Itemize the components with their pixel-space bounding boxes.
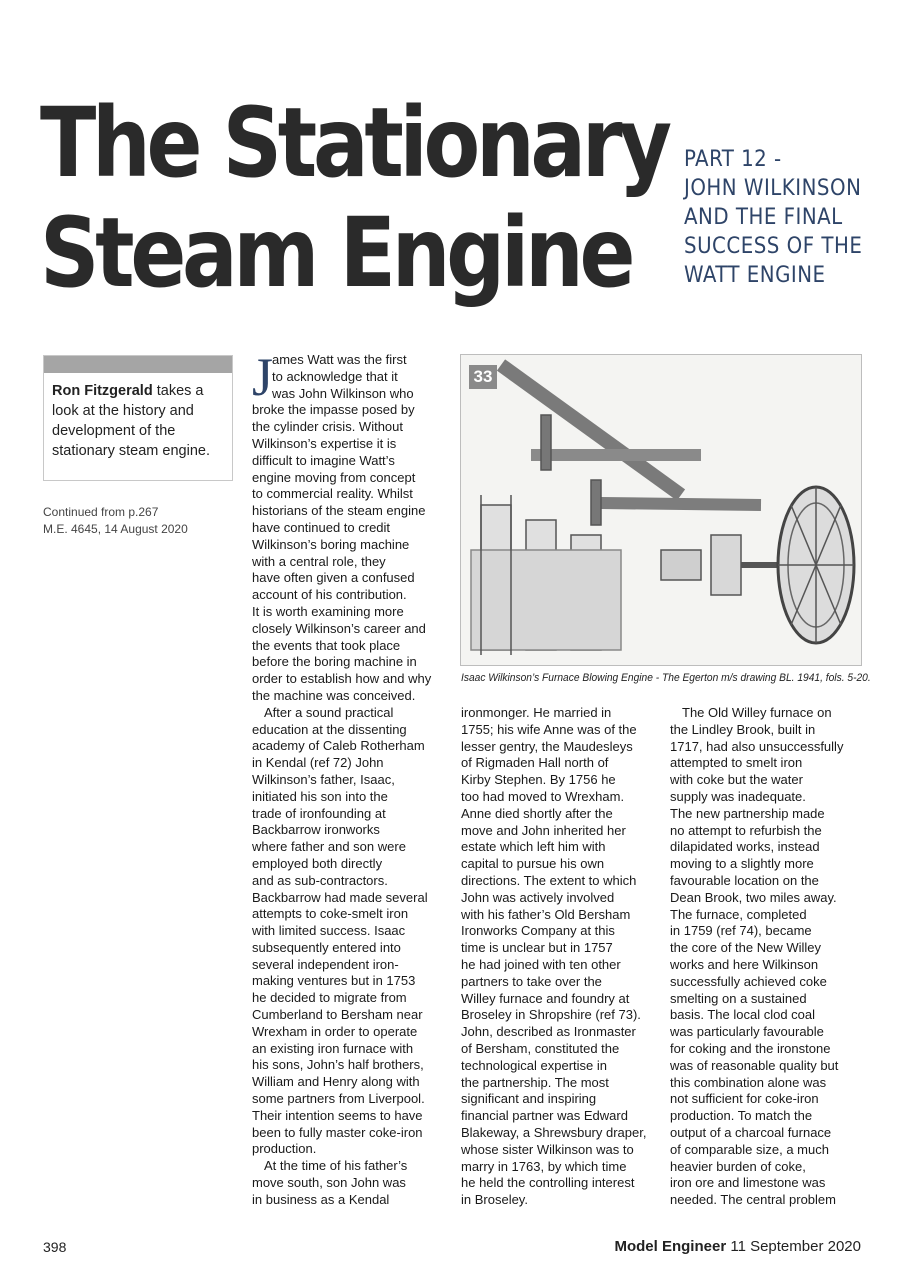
text-line: have continued to credit — [252, 519, 391, 535]
text-line: successfully achieved coke — [670, 973, 827, 989]
text-line: Backbarrow had made several — [252, 889, 428, 905]
text-line: Cumberland to Bersham near — [252, 1007, 423, 1023]
text-line: engine moving from concept — [252, 469, 416, 485]
intro-box-bar — [44, 356, 232, 373]
text-column-3 — [670, 705, 870, 1209]
text-line: ames Watt was the first — [272, 352, 407, 367]
text-line: Wilkinson’s boring machine — [252, 536, 410, 552]
text-line: order to establish how and why — [252, 671, 432, 687]
text-line: no attempt to refurbish the — [670, 822, 822, 838]
text-line: was of reasonable quality but — [670, 1057, 839, 1073]
text-line: production. To match the — [670, 1108, 813, 1124]
text-line: making ventures but in 1753 — [252, 973, 416, 989]
text-line: in Kendal (ref 72) John — [252, 755, 384, 771]
text-line: dilapidated works, instead — [670, 839, 820, 855]
text-line: Backbarrow ironworks — [252, 822, 380, 838]
text-line: with limited success. Isaac — [252, 923, 406, 939]
intro-box — [43, 355, 233, 481]
text-line: production. — [252, 1141, 317, 1157]
text-line: capital to pursue his own — [461, 856, 605, 872]
text-line: with a central role, they — [252, 553, 386, 569]
text-line: marry in 1763, by which time — [461, 1158, 627, 1174]
text-line: historians of the steam engine — [252, 503, 426, 519]
text-line: Ironworks Company at this — [461, 923, 615, 939]
text-line: been to fully master coke-iron — [252, 1124, 423, 1140]
text-line: to acknowledge that it — [272, 368, 398, 384]
text-line: attempted to smelt iron — [670, 755, 803, 771]
text-line: for coking and the ironstone — [670, 1040, 831, 1056]
text-line: The new partnership made — [670, 805, 825, 821]
title-line-2: Steam Engine — [40, 197, 632, 309]
text-line: works and here Wilkinson — [670, 956, 819, 972]
text-line: Willey furnace and foundry at — [461, 990, 630, 1006]
text-line: Kirby Stephen. By 1756 he — [461, 772, 616, 788]
text-line: the partnership. The most — [461, 1074, 609, 1090]
continued-note — [43, 504, 188, 538]
text-line: move south, son John was — [252, 1175, 406, 1191]
text-line: with coke but the water — [670, 772, 803, 788]
text-line: an existing iron furnace with — [252, 1040, 414, 1056]
text-column-1 — [252, 347, 452, 1209]
text-line: 1755; his wife Anne was of the — [461, 721, 637, 737]
text-line: Wilkinson’s father, Isaac, — [252, 771, 395, 787]
text-line: academy of Caleb Rotherham — [252, 738, 425, 754]
text-line: the cylinder crisis. Without — [252, 419, 403, 435]
text-line: The furnace, completed — [670, 906, 807, 922]
figure-caption: Isaac Wilkinson’s Furnace Blowing Engine - The Egerton m/s drawing BL. 1941, fols. 5-20. — [461, 672, 871, 684]
text-line: closely Wilkinson’s career and — [252, 620, 426, 636]
text-line: broke the impasse posed by — [252, 402, 415, 418]
text-line: The Old Willey furnace on — [682, 705, 832, 720]
text-line: time is unclear but in 1757 — [461, 940, 613, 956]
text-line: the Lindley Brook, built in — [670, 721, 816, 737]
text-line: to commercial reality. Whilst — [252, 486, 413, 502]
text-line: before the boring machine in — [252, 654, 417, 670]
intro-text — [44, 373, 232, 461]
text-line: ironmonger. He married in — [461, 705, 612, 720]
text-line: At the time of his father’s — [264, 1158, 408, 1174]
text-line: subsequently entered into — [252, 939, 401, 955]
text-line: financial partner was Edward — [461, 1108, 628, 1124]
text-line: in Broseley. — [461, 1192, 528, 1208]
text-line: John, described as Ironmaster — [461, 1024, 636, 1040]
text-line: the events that took place — [252, 637, 401, 653]
text-line: Broseley in Shropshire (ref 73). — [461, 1007, 641, 1023]
footer-publication — [614, 1238, 861, 1255]
author-name: Ron Fitzgerald — [52, 383, 153, 399]
text-line: he decided to migrate from — [252, 990, 407, 1006]
text-line: was John Wilkinson who — [272, 385, 414, 401]
text-line: in business as a Kendal — [252, 1191, 390, 1207]
text-line: in 1759 (ref 74), became — [670, 923, 812, 939]
text-line: he held the controlling interest — [461, 1175, 635, 1191]
text-line: difficult to imagine Watt’s — [252, 452, 395, 468]
subtitle-line: PART 12 - — [684, 147, 782, 172]
title-line-1: The Stationary — [40, 87, 668, 199]
text-line: technological expertise in — [461, 1057, 607, 1073]
text-line: It is worth examining more — [252, 603, 404, 619]
text-line: moving to a slightly more — [670, 856, 814, 872]
article-subtitle — [684, 145, 884, 290]
text-line: Anne died shortly after the — [461, 805, 613, 821]
figure-image — [460, 354, 862, 666]
figure-number: 33 — [469, 365, 497, 389]
text-line: several independent iron- — [252, 956, 399, 972]
article-title — [40, 87, 668, 309]
drop-cap: J — [252, 347, 274, 407]
text-line: employed both directly — [252, 855, 383, 871]
text-line: Dean Brook, two miles away. — [670, 889, 837, 905]
text-line: directions. The extent to which — [461, 872, 637, 888]
text-line: lesser gentry, the Maudesleys — [461, 738, 633, 754]
text-line: William and Henry along with — [252, 1074, 420, 1090]
blowing-engine-drawing — [461, 355, 861, 665]
text-line: not sufficient for coke-iron — [670, 1091, 819, 1107]
text-line: supply was inadequate. — [670, 788, 806, 804]
subtitle-line: SUCCESS OF THE — [684, 234, 863, 259]
text-line: whose sister Wilkinson was to — [461, 1141, 634, 1157]
text-line: Wilkinson’s expertise it is — [252, 435, 397, 451]
subtitle-line: JOHN WILKINSON — [684, 176, 862, 201]
text-line: move and John inherited her — [461, 822, 626, 838]
text-line: of comparable size, a much — [670, 1141, 829, 1157]
continued-line: M.E. 4645, 14 August 2020 — [43, 522, 188, 536]
text-line: and as sub-contractors. — [252, 872, 388, 888]
text-line: his sons, John’s half brothers, — [252, 1057, 424, 1073]
text-line: Wrexham in order to operate — [252, 1023, 418, 1039]
text-line: Blakeway, a Shrewsbury draper, — [461, 1124, 647, 1140]
magazine-name: Model Engineer — [614, 1238, 727, 1255]
text-line: John was actively involved — [461, 889, 615, 905]
text-line: significant and inspiring — [461, 1091, 597, 1107]
text-line: of Bersham, constituted the — [461, 1040, 620, 1056]
text-line: output of a charcoal furnace — [670, 1124, 832, 1140]
text-line: the machine was conceived. — [252, 687, 416, 703]
text-line: Their intention seems to have — [252, 1107, 423, 1123]
issue-date: 11 September 2020 — [726, 1238, 861, 1255]
subtitle-line: AND THE FINAL — [684, 205, 843, 230]
page-number: 398 — [43, 1239, 67, 1255]
text-line: After a sound practical — [264, 704, 394, 720]
text-line: he had joined with ten other — [461, 956, 621, 972]
subtitle-line: WATT ENGINE — [684, 263, 826, 288]
text-line: with his father’s Old Bersham — [461, 906, 631, 922]
text-line: of Rigmaden Hall north of — [461, 755, 609, 771]
text-line: needed. The central problem — [670, 1192, 836, 1208]
text-line: basis. The local clod coal — [670, 1007, 816, 1023]
intro-description: takes a look at the history and development of the stationary steam engine. — [52, 383, 210, 459]
text-line: have often given a confused — [252, 570, 415, 586]
text-line: where father and son were — [252, 839, 406, 855]
text-line: attempts to coke-smelt iron — [252, 906, 409, 922]
text-column-2 — [461, 705, 661, 1209]
text-line: initiated his son into the — [252, 788, 388, 804]
text-line: too had moved to Wrexham. — [461, 788, 625, 804]
text-line: iron ore and limestone was — [670, 1175, 826, 1191]
text-line: the core of the New Willey — [670, 940, 822, 956]
text-line: 1717, had also unsuccessfully — [670, 738, 844, 754]
text-line: favourable location on the — [670, 872, 819, 888]
text-line: smelting on a sustained — [670, 990, 807, 1006]
text-line: heavier burden of coke, — [670, 1158, 806, 1174]
text-line: was particularly favourable — [670, 1024, 824, 1040]
text-line: trade of ironfounding at — [252, 805, 386, 821]
continued-line: Continued from p.267 — [43, 505, 159, 519]
text-line: estate which left him with — [461, 839, 606, 855]
text-line: partners to take over the — [461, 973, 602, 989]
text-line: education at the dissenting — [252, 721, 407, 737]
text-line: some partners from Liverpool. — [252, 1091, 425, 1107]
text-line: account of his contribution. — [252, 587, 407, 603]
text-line: this combination alone was — [670, 1074, 827, 1090]
